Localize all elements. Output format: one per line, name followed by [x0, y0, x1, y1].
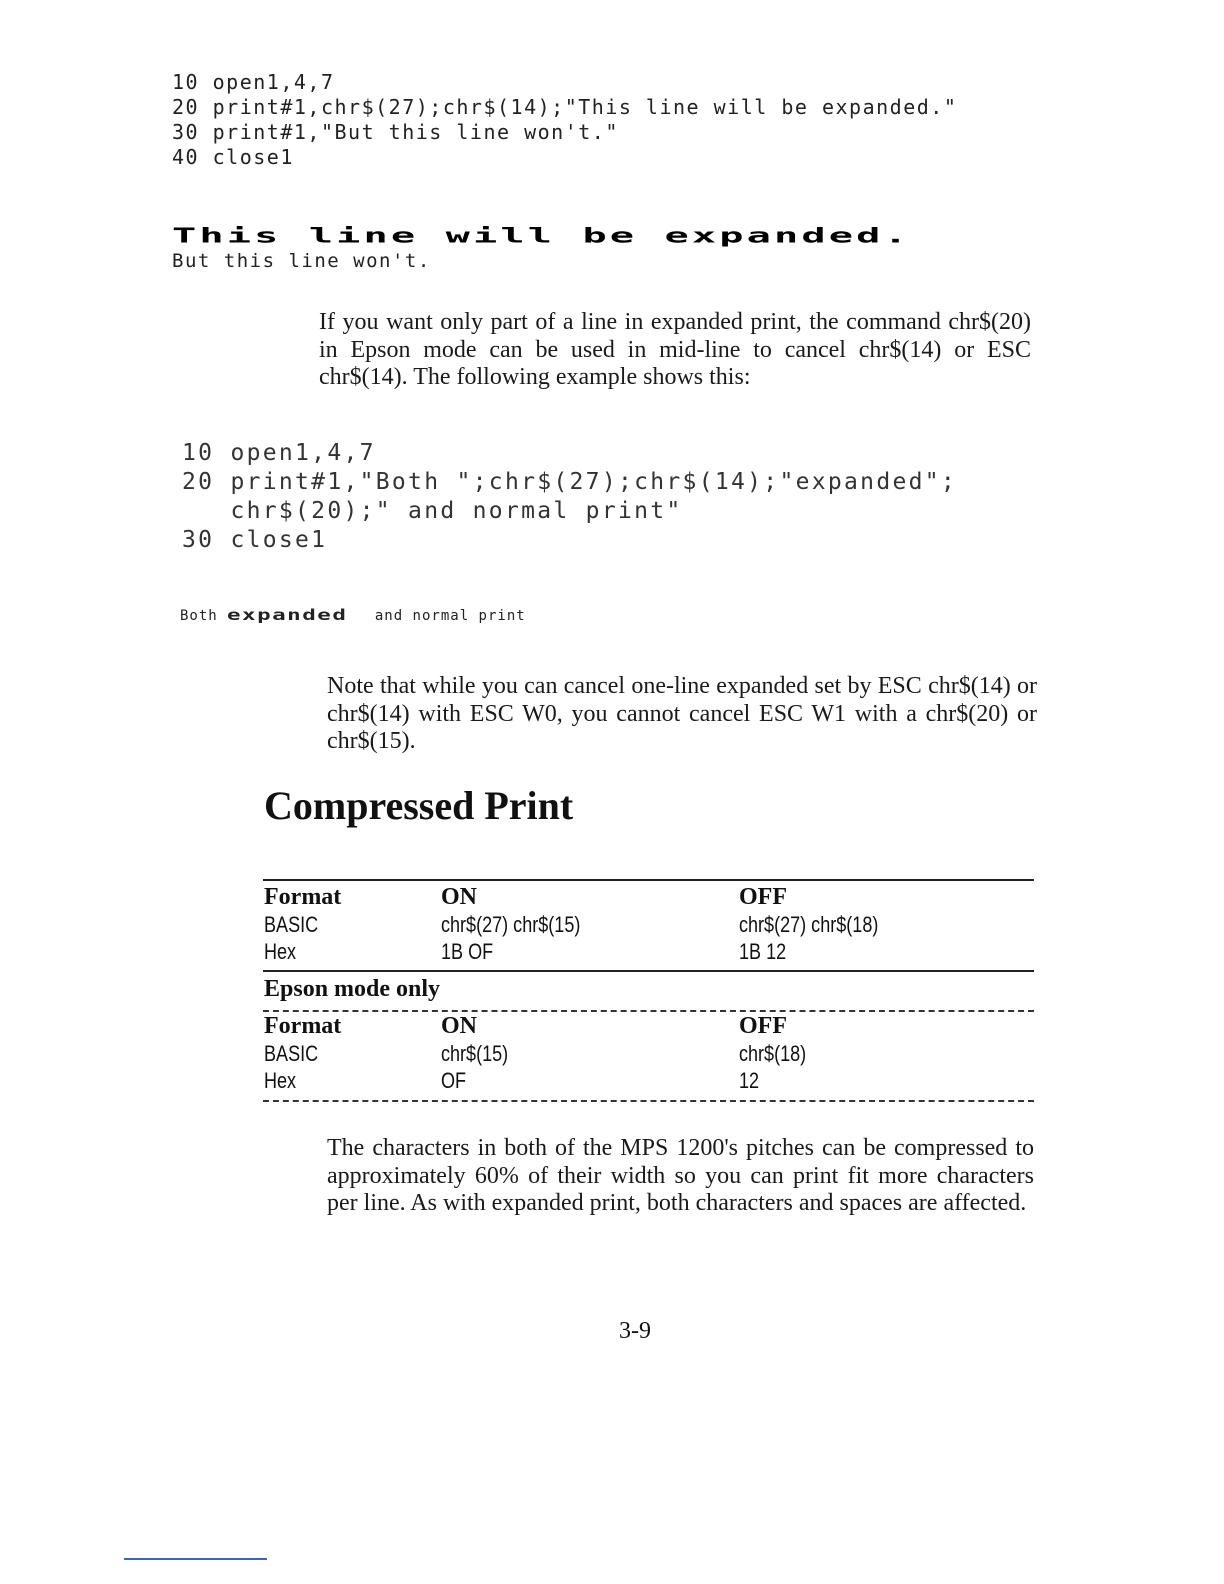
code-example-2 [182, 439, 957, 555]
table-cell: OF [441, 1068, 467, 1093]
table-cell: chr$(15) [441, 1041, 509, 1066]
paragraph-compressed-description: The characters in both of the MPS 1200's pitches can be compressed to approximately 60% of their width so you can print fit more characters per line. As with expanded print, both characters and spaces are affected. [327, 1135, 1034, 1216]
table-header-cell: Format [264, 884, 342, 910]
table-bottom-rule [263, 1100, 1034, 1102]
table-cell: Hex [264, 1068, 297, 1093]
table-mid-rule [263, 970, 1034, 972]
page-number: 3-9 [619, 1318, 651, 1344]
table-cell: 1B 12 [739, 939, 787, 964]
code-line: 30 close1 [182, 527, 328, 553]
output-part-normal: and normal print [374, 608, 526, 624]
normal-output-line: But this line won't. [172, 250, 431, 272]
code-example-1 [172, 70, 957, 170]
paragraph-cancel-note: Note that while you can cancel one-line expanded set by ESC chr$(14) or chr$(14) with ESC W0, you cannot cancel ESC W1 with a chr$(20) or chr$(15). [327, 673, 1037, 754]
table-header-cell: ON [441, 884, 477, 910]
code-line: 20 print#1,"Both ";chr$(27);chr$(14);"expanded"; [182, 469, 958, 495]
table-header-row [263, 1013, 1034, 1041]
output-part-normal: Both [180, 608, 218, 624]
table-cell: Hex [264, 939, 297, 964]
table-header-cell: Format [264, 1013, 342, 1039]
section-heading: Compressed Print [264, 783, 574, 828]
table-header-cell: OFF [739, 1013, 787, 1039]
table-dashed-rule [263, 1010, 1034, 1012]
table-header-row [263, 884, 1034, 912]
table-cell: chr$(27) chr$(15) [441, 912, 581, 937]
table-cell: 1B OF [441, 939, 494, 964]
code-line: 10 open1,4,7 [172, 70, 335, 94]
mixed-output-line [180, 606, 526, 624]
table-cell: 12 [739, 1068, 760, 1093]
table-cell: BASIC [264, 912, 319, 937]
table-row [263, 1041, 1034, 1069]
code-line: 10 open1,4,7 [182, 440, 376, 466]
code-line: 30 print#1,"But this line won't." [172, 120, 619, 144]
table-row [263, 939, 1034, 967]
table-header-cell: OFF [739, 884, 787, 910]
output-part-expanded: expanded [227, 606, 348, 624]
table-row [263, 1068, 1034, 1096]
table-row [263, 912, 1034, 940]
footer-rule [124, 1558, 267, 1560]
paragraph-expanded-cancel: If you want only part of a line in expanded print, the command chr$(20) in Epson mode can be used in mid-line to cancel chr$(14) or ESC chr$(14). The following example shows this: [319, 309, 1031, 390]
table-cell: chr$(27) chr$(18) [739, 912, 879, 937]
table-cell: chr$(18) [739, 1041, 807, 1066]
code-line: 20 print#1,chr$(27);chr$(14);"This line will be expanded." [172, 95, 958, 119]
code-line: chr$(20);" and normal print" [182, 498, 683, 524]
table-header-cell: ON [441, 1013, 477, 1039]
table-cell: BASIC [264, 1041, 319, 1066]
epson-mode-label: Epson mode only [264, 976, 441, 1002]
table-top-rule [263, 879, 1034, 881]
code-line: 40 close1 [172, 145, 294, 169]
expanded-output-line: This line will be expanded. [172, 224, 911, 248]
